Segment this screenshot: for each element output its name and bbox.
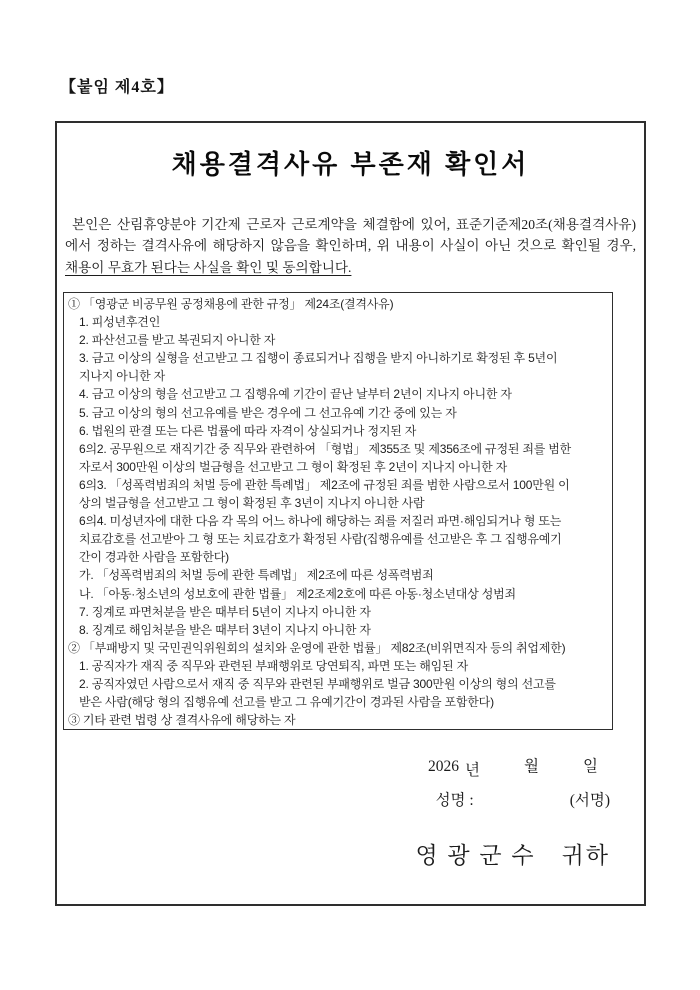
intro-paragraph <box>65 214 636 279</box>
date-year: 2026 <box>428 758 460 775</box>
clause-line: 6의3. 「성폭력범죄의 처벌 등에 관한 특례법」 제2조에 규정된 죄를 범한 사람으로서 100만원 이 <box>79 477 570 492</box>
clause-line: ③ 기타 관련 법령 상 결격사유에 해당하는 자 <box>68 713 296 728</box>
name-label: 성명 : <box>435 792 474 809</box>
recipient-line <box>415 837 610 870</box>
clause-line: 3. 금고 이상의 실형을 선고받고 그 집행이 종료되거나 집행을 받지 아니하기로 확정된 후 5년이 <box>79 351 558 366</box>
clauses-box <box>63 292 613 730</box>
clause-line: 1. 공직자가 재직 중 직무와 관련된 부패행위로 당연퇴직, 파면 또는 해임된 자 <box>79 658 468 673</box>
signature-line <box>436 788 610 810</box>
document-box <box>55 121 646 906</box>
clause-line: 상의 벌금형을 선고받고 그 형이 확정된 후 3년이 지나지 아니한 사람 <box>79 496 425 511</box>
clause-line: 5. 금고 이상의 형의 선고유예를 받은 경우에 그 선고유예 기간 중에 있는 자 <box>79 405 457 420</box>
clause-line: 받은 사람(해당 형의 집행유예 선고를 받고 그 유예기간이 경과된 사람을 포함한다) <box>79 695 494 710</box>
recipient-name: 영 광 군 수 <box>415 843 536 868</box>
clause-line: 6의4. 미성년자에 대한 다음 각 목의 어느 하나에 해당하는 죄를 저질러 파면·해임되거나 형 또는 <box>79 514 562 529</box>
attachment-label: 【붙임 제4호】 <box>60 79 174 96</box>
clause-line: 2. 파산선고를 받고 복권되지 아니한 자 <box>79 333 276 348</box>
clause-line: 7. 징계로 파면처분을 받은 때부터 5년이 지나지 아니한 자 <box>79 604 371 619</box>
clause-line: 지나지 아니한 자 <box>79 369 166 384</box>
clause-line: 나. 「아동·청소년의 성보호에 관한 법률」 제2조제2호에 따른 아동·청소년대상 성범죄 <box>79 586 516 601</box>
document-title: 채용결격사유 부존재 확인서 <box>171 149 530 179</box>
date-line <box>428 754 598 780</box>
clause-line: 1. 피성년후견인 <box>79 315 161 330</box>
clause-line: ① 「영광군 비공무원 공정채용에 관한 규정」 제24조(결격사유) <box>68 297 394 311</box>
clause-line: 치료감호를 선고받아 그 형 또는 치료감호가 확정된 사람(집행유예를 선고받은 후 그 집행유예기 <box>79 532 562 547</box>
date-month-label: 월 <box>524 758 540 775</box>
clause-line: 간이 경과한 사람을 포함한다) <box>79 550 229 565</box>
date-day-label: 일 <box>583 758 598 775</box>
clause-line: 8. 징계로 해임처분을 받은 때부터 3년이 지나지 아니한 자 <box>79 622 371 637</box>
clause-line: 2. 공직자였던 사람으로서 재직 중 직무와 관련된 부패행위로 벌금 300만원 이상의 형의 선고를 <box>79 676 556 691</box>
intro-text: 본인은 산림휴양분야 기간제 근로자 근로계약을 체결함에 있어, 표준기준제20조(채용결격사유)에서 정하는 결격사유에 해당하지 않음을 확인하며, 위 내용이 사실이 아닌 것으로 확인될 경우, <box>65 216 636 254</box>
clause-line: ② 「부패방지 및 국민권익위원회의 설치와 운영에 관한 법률」 제82조(비위면직자 등의 취업제한) <box>68 640 566 655</box>
clause-line: 4. 금고 이상의 형을 선고받고 그 집행유예 기간이 끝난 날부터 2년이 지나지 아니한 자 <box>79 387 512 402</box>
clause-line: 6의2. 공무원으로 재직기간 중 직무와 관련하여 「형법」 제355조 및 제356조에 규정된 죄를 범한 <box>79 441 572 456</box>
clause-line: 6. 법원의 판결 또는 다른 법률에 따라 자격이 상실되거나 정지된 자 <box>79 423 417 438</box>
clause-line: 가. 「성폭력범죄의 처벌 등에 관한 특례법」 제2조에 따른 성폭력범죄 <box>79 568 434 583</box>
date-year-label: 년 <box>465 762 481 779</box>
clause-line: 자로서 300만원 이상의 벌금형을 선고받고 그 형이 확정된 후 2년이 지나지 아니한 자 <box>79 459 508 474</box>
date-year-group <box>428 758 480 780</box>
intro-underlined-text: 채용이 무효가 된다는 사실을 확인 및 동의합니다. <box>65 259 352 275</box>
sign-label: (서명) <box>569 792 610 809</box>
recipient-honorific: 귀하 <box>561 843 610 868</box>
